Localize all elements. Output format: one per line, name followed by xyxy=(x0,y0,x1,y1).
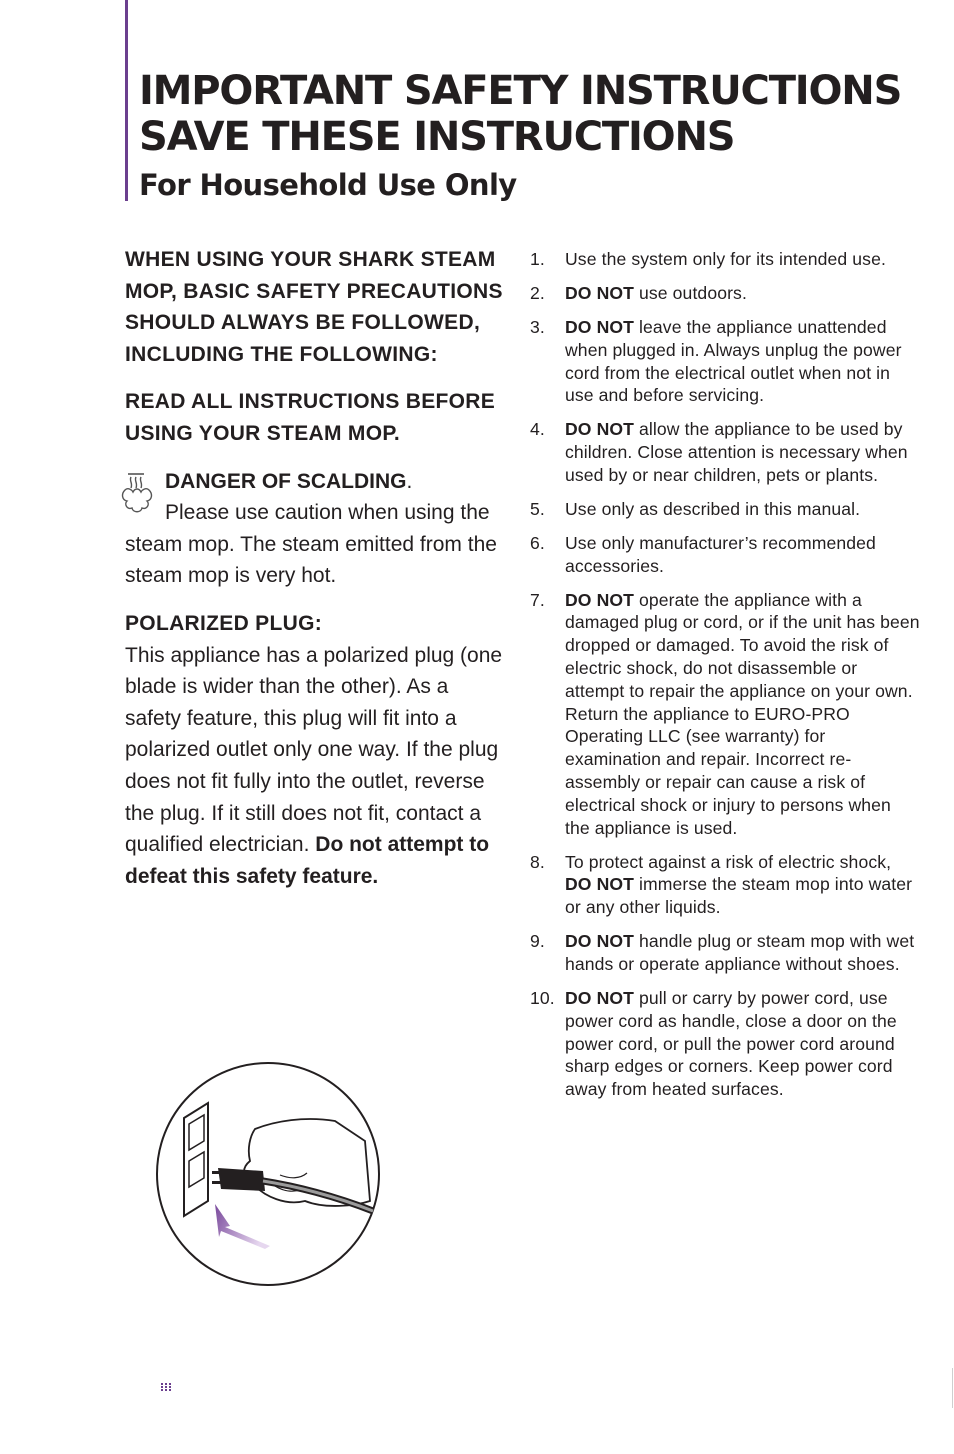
instruction-list xyxy=(530,248,920,1101)
page-edge-line xyxy=(952,1368,953,1408)
item-text: leave the appliance unattended when plugged in. Always unplug the power cord from the electrical outlet when not in use and before servicing. xyxy=(565,316,902,406)
header-accent-bar xyxy=(125,0,128,201)
item-text: allow the appliance to be used by children. Close attention is necessary when used by or near children, pets or plants. xyxy=(565,419,908,485)
list-item xyxy=(530,851,920,919)
item-text: immerse the steam mop into water or any other liquids. xyxy=(565,874,913,918)
list-item xyxy=(530,316,920,407)
list-item xyxy=(530,282,920,305)
item-text: operate the appliance with a damaged plug or cord, or if the unit has been dropped or damaged. To avoid the risk of electric shock, do not disassemble or attempt to repair the appliance on your own. Return the appliance to EURO-PRO Operating LLC (see warranty) for examination and repair. Incorrect re-assembly or repair can cause a risk of electrical shock or injury to persons when the appliance is used. xyxy=(565,589,920,838)
item-warning: DO NOT xyxy=(565,419,635,440)
item-text: Use the system only for its intended use. xyxy=(565,249,886,269)
item-warning: DO NOT xyxy=(565,931,635,952)
page-header xyxy=(139,68,939,202)
item-warning: DO NOT xyxy=(565,874,635,895)
item-text: pull or carry by power cord, use power cord as handle, close a door on the power cord, or pull the power cord around sharp edges or corners. Keep power cord away from heated surfaces. xyxy=(565,988,897,1100)
item-text: use outdoors. xyxy=(634,282,747,303)
page-subtitle: For Household Use Only xyxy=(139,168,517,202)
polarized-emphasis: Do not attempt to defeat this safety feature. xyxy=(125,833,490,888)
list-item xyxy=(530,418,920,486)
item-number: 9. xyxy=(530,931,545,952)
list-item xyxy=(530,532,920,578)
polarized-body: This appliance has a polarized plug (one blade is wider than the other). As a safety feature, this plug will fit into a polarized outlet only one way. If the plug does not fit fully into the outlet, reverse the plug. If it still does not fit, contact a qualified electrician. xyxy=(125,643,503,857)
item-number: 6. xyxy=(530,532,545,553)
item-text: handle plug or steam mop with wet hands or operate appliance without shoes. xyxy=(565,931,915,975)
item-number: 7. xyxy=(530,589,545,610)
plug-into-outlet-illustration xyxy=(155,1061,381,1287)
list-item xyxy=(530,987,920,1101)
caution-heading: WHEN USING YOUR SHARK STEAM MOP, BASIC SAFETY PRECAUTIONS SHOULD ALWAYS BE FOLLOWED, INCLUDING THE FOLLOWING: xyxy=(125,248,503,366)
dot-grid-icon xyxy=(161,1382,171,1392)
list-item xyxy=(530,498,920,521)
item-number: 10. xyxy=(530,988,555,1008)
danger-label: DANGER OF SCALDING xyxy=(165,469,407,493)
item-text: Use only manufacturer’s recommended accessories. xyxy=(565,532,876,576)
right-column xyxy=(530,248,920,1112)
read-all-notice: READ ALL INSTRUCTIONS BEFORE USING YOUR STEAM MOP. xyxy=(125,390,496,445)
item-text-pre: To protect against a risk of electric shock, xyxy=(565,851,892,872)
title-line-1: IMPORTANT SAFETY INSTRUCTIONS xyxy=(139,68,902,114)
danger-text: Please use caution when using the steam mop. The steam emitted from the steam mop is very hot. xyxy=(125,501,497,588)
item-number: 2. xyxy=(530,282,545,303)
item-text: Use only as described in this manual. xyxy=(565,498,861,519)
polarized-plug-section xyxy=(125,608,505,892)
item-number: 3. xyxy=(530,316,545,337)
item-number: 1. xyxy=(530,249,545,269)
left-column xyxy=(125,244,505,908)
polarized-heading: POLARIZED PLUG: xyxy=(125,611,322,635)
item-number: 4. xyxy=(530,419,545,440)
list-item xyxy=(530,589,920,840)
list-item xyxy=(530,248,920,271)
item-warning: DO NOT xyxy=(565,282,635,303)
list-item xyxy=(530,930,920,976)
item-warning: DO NOT xyxy=(565,589,635,610)
danger-label-suffix: . xyxy=(406,469,413,493)
item-number: 8. xyxy=(530,851,545,872)
danger-notice xyxy=(125,466,505,592)
item-number: 5. xyxy=(530,498,545,519)
steam-scald-icon xyxy=(119,466,155,518)
item-warning: DO NOT xyxy=(565,316,635,337)
title-line-2: SAVE THESE INSTRUCTIONS xyxy=(139,114,735,160)
item-warning: DO NOT xyxy=(565,988,635,1008)
